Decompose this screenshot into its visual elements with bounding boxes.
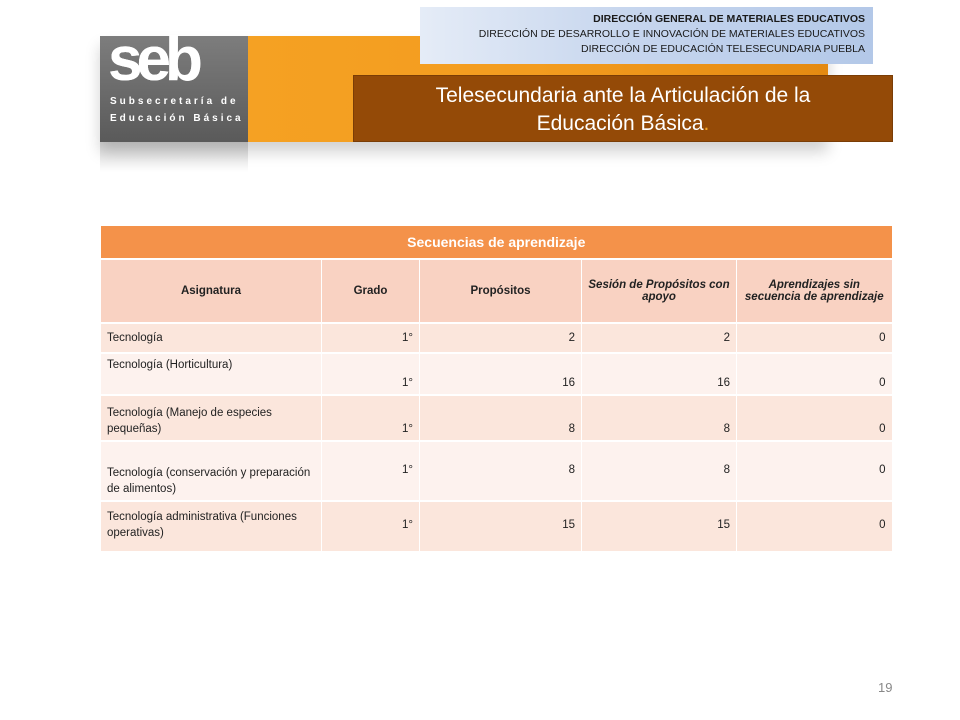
title-line2: Educación Básica [536,112,704,135]
table-row [101,441,892,501]
cell-aprendizajes: 0 [737,395,892,441]
cell-propositos: 8 [420,395,582,441]
cell-propositos: 8 [420,441,582,501]
learning-sequences-table [100,224,891,551]
table-row [101,395,892,441]
slide-title [353,75,893,142]
column-header-propositos: Propósitos [420,259,582,323]
cell-aprendizajes: 0 [737,441,892,501]
column-header-asignatura: Asignatura [101,259,322,323]
directorate-line: DIRECCIÓN DE DESARROLLO E INNOVACIÓN DE MATERIALES EDUCATIVOS [478,28,865,40]
cell-grado: 1° [322,395,420,441]
cell-sesion: 2 [582,323,737,353]
cell-aprendizajes: 0 [737,501,892,551]
column-header-sesion: Sesión de Propósitos con apoyo [582,259,737,323]
cell-grado: 1° [322,353,420,395]
cell-asignatura: Tecnología (Horticultura) [101,353,322,395]
cell-aprendizajes: 0 [737,323,892,353]
cell-sesion: 15 [582,501,737,551]
title-line1: Telesecundaria ante la Articulación de la [435,84,811,107]
cell-asignatura: Tecnología [101,323,322,353]
cell-grado: 1° [322,323,420,353]
directorate-box [420,7,873,64]
logo-reflection [100,142,248,172]
page-number: 19 [878,680,893,695]
cell-propositos: 15 [420,501,582,551]
cell-sesion: 8 [582,441,737,501]
cell-asignatura: Tecnología (Manejo de especies pequeñas) [101,395,322,441]
cell-sesion: 8 [582,395,737,441]
logo-subtitle-line1: Subsecretaría de [110,96,239,107]
cell-propositos: 2 [420,323,582,353]
column-header-aprendizajes: Aprendizajes sin secuencia de aprendizaje [737,259,892,323]
logo-subtitle-line2: Educación Básica [110,113,244,124]
directorate-line: DIRECCIÓN DE EDUCACIÓN TELESECUNDARIA PUEBLA [581,43,865,55]
title-dot: . [703,112,710,135]
cell-grado: 1° [322,501,420,551]
cell-propositos: 16 [420,353,582,395]
cell-asignatura: Tecnología (conservación y preparación de alimentos) [101,441,322,501]
cell-sesion: 16 [582,353,737,395]
seb-logo-mark: seb [108,25,197,94]
cell-aprendizajes: 0 [737,353,892,395]
cell-grado: 1° [322,441,420,501]
column-header-grado: Grado [322,259,420,323]
table-row [101,501,892,551]
table-row [101,323,892,353]
directorate-line: DIRECCIÓN GENERAL DE MATERIALES EDUCATIVOS [593,13,865,25]
table-caption: Secuencias de aprendizaje [101,225,892,259]
cell-asignatura: Tecnología administrativa (Funciones operativas) [101,501,322,551]
table-row [101,353,892,395]
